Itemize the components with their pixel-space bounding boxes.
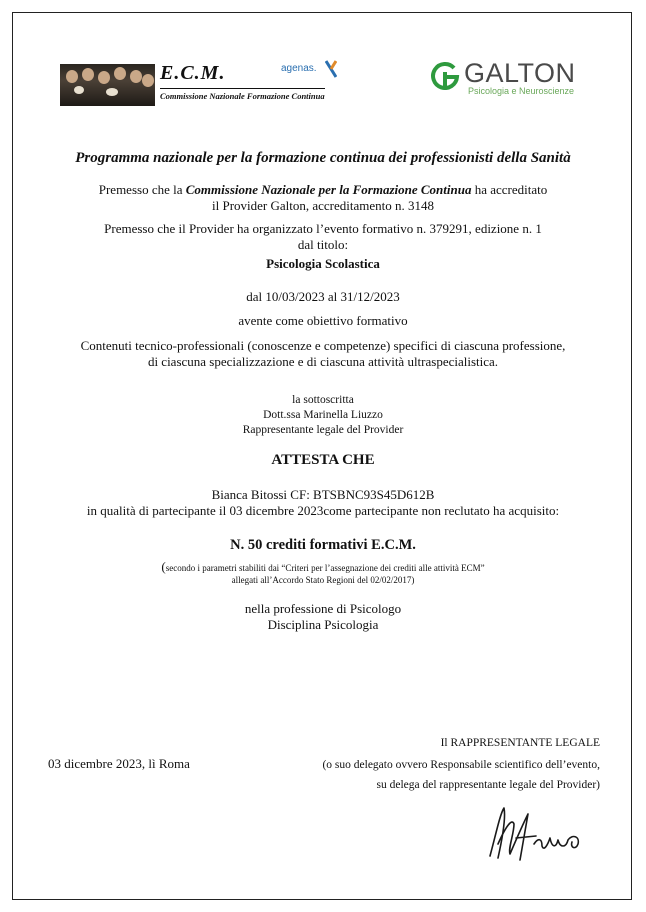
premise-provider: il Provider Galton, accreditamento n. 3148 (211, 198, 435, 213)
ecm-logo-title: E.C.M. (160, 62, 226, 84)
galton-logo-name: GALTON (464, 58, 576, 88)
agenas-logo-text: agenas. (281, 63, 317, 74)
programme-title: Programma nazionale per la formazione continua dei professionisti della Sanità (75, 150, 571, 166)
ecm-logo-subtitle: Commissione Nazionale Formazione Continua (160, 91, 325, 101)
handwritten-signature (486, 804, 596, 864)
participation-line: in qualità di partecipante il 03 dicembre 2023come partecipante non reclutato ha acquisito: (86, 503, 560, 518)
event-dates: dal 10/03/2023 al 31/12/2023 (246, 289, 400, 304)
legale-title: Il RAPPRESENTANTE LEGALE (440, 737, 600, 749)
premise-title-intro: dal titolo: (297, 237, 349, 252)
place-date: 03 dicembre 2023, lì Roma (48, 756, 190, 771)
signer-intro: la sottoscritta (292, 394, 354, 406)
discipline-line: Disciplina Psicologia (267, 617, 379, 632)
ecm-painting-logo (60, 64, 155, 106)
legale-delegation-line: su delega del rappresentante legale del Provider) (376, 779, 600, 791)
galton-logo-tagline: Psicologia e Neuroscienze (468, 86, 575, 96)
criteria-note: (secondo i parametri stabiliti dai “Criteri per l’assegnazione dei crediti alle attività ECM” (161, 559, 485, 574)
signer-role: Rappresentante legale del Provider (242, 424, 404, 436)
profession-line: nella professione di Psicologo (244, 601, 402, 616)
objective-line1: Contenuti tecnico-professionali (conoscenze e competenze) specifici di ciascuna professione, (80, 338, 566, 353)
attesta-heading: ATTESTA CHE (271, 452, 375, 468)
signer-name: Dott.ssa Marinella Liuzzo (263, 409, 383, 421)
participation-date: 03 dicembre 2023 (229, 503, 324, 518)
credits-line: N. 50 crediti formativi E.C.M. (230, 537, 416, 553)
objective-intro: avente come obiettivo formativo (238, 313, 408, 328)
premise-event: Premesso che il Provider ha organizzato l’evento formativo n. 379291, edizione n. 1 (104, 221, 542, 236)
legale-delegate-line: (o suo delegato ovvero Responsabile scientifico dell’evento, (322, 759, 600, 771)
participant-line: Bianca Bitossi CF: BTSBNC93S45D612B (211, 487, 435, 502)
objective-line2: di ciascuna specializzazione e di ciascuna attività ultraspecialistica. (147, 354, 499, 369)
premise-commission: Premesso che la Commissione Nazionale per la Formazione Continua ha accreditato (98, 182, 548, 197)
agenas-logo-icon (325, 59, 337, 79)
event-title: Psicologia Scolastica (266, 256, 380, 271)
galton-g-icon (430, 60, 460, 90)
ecm-logo-rule (160, 88, 325, 89)
commission-name: Commissione Nazionale per la Formazione Continua (185, 182, 472, 197)
criteria-note-line2: allegati all’Accordo Stato Regioni del 02/02/2017) (231, 575, 415, 585)
